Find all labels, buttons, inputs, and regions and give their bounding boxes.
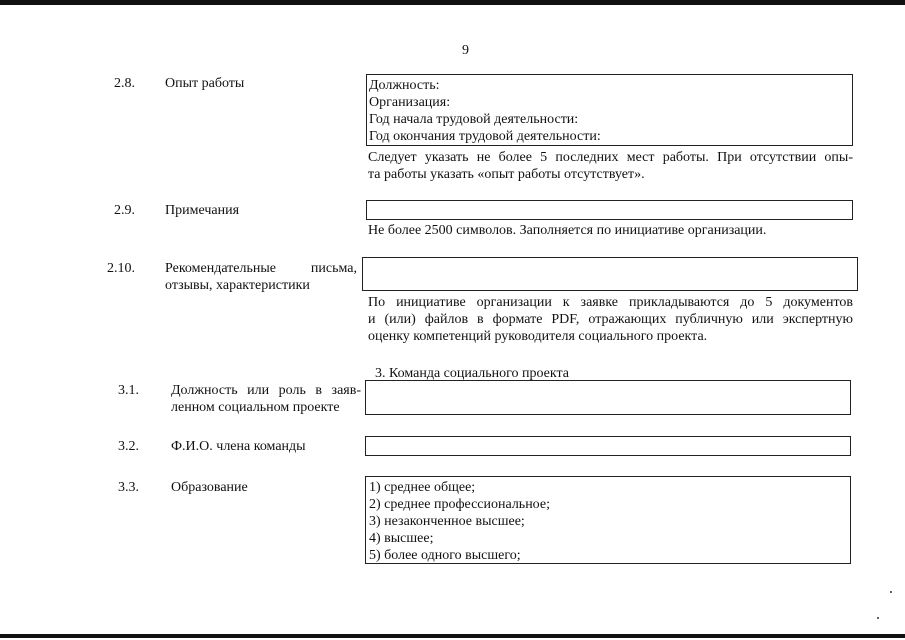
- page-number: 9: [462, 43, 469, 58]
- education-option: 2) среднее профессиональное;: [369, 497, 550, 512]
- s32-number: 3.2.: [118, 439, 139, 454]
- s28-number: 2.8.: [114, 76, 135, 91]
- scan-speck: [890, 591, 892, 593]
- bottom-rule: [0, 634, 905, 638]
- section3-heading: 3. Команда социального проекта: [375, 366, 569, 381]
- s28-label: Опыт работы: [165, 76, 245, 91]
- field-position: Должность:: [369, 78, 440, 93]
- s210-note: По инициативе организации к заявке прикладываются до 5 документов и (или) файлов в формате PDF, отражающих публичную или экспертную оценку компетенций руководителя социального проекта.: [368, 295, 853, 344]
- top-rule: [0, 0, 905, 5]
- education-option: 1) среднее общее;: [369, 480, 476, 495]
- s31-label: Должность или роль в заяв- ленном социальном проекте: [171, 383, 361, 415]
- field-organization: Организация:: [369, 95, 451, 110]
- field-start-year: Год начала трудовой деятельности:: [369, 112, 579, 127]
- s210-number: 2.10.: [107, 261, 135, 276]
- s28-note: Следует указать не более 5 последних мест работы. При отсутствии опы- та работы указать «опыт работы отсутствует».: [368, 150, 853, 182]
- recommendation-letters-input[interactable]: [362, 257, 858, 291]
- notes-input[interactable]: [366, 200, 853, 220]
- field-end-year: Год окончания трудовой деятельности:: [369, 129, 601, 144]
- s33-label: Образование: [171, 480, 248, 495]
- s210-label: Рекомендательные письма, отзывы, характеристики: [165, 261, 357, 293]
- education-option: 3) незаконченное высшее;: [369, 514, 525, 529]
- s31-number: 3.1.: [118, 383, 139, 398]
- education-option: 4) высшее;: [369, 531, 434, 546]
- team-role-input[interactable]: [365, 380, 851, 415]
- education-field[interactable]: [365, 476, 851, 564]
- work-experience-field[interactable]: [366, 74, 853, 146]
- s33-number: 3.3.: [118, 480, 139, 495]
- s29-note: Не более 2500 символов. Заполняется по инициативе организации.: [368, 223, 767, 238]
- scan-speck: [877, 617, 879, 619]
- s32-label: Ф.И.О. члена команды: [171, 439, 306, 454]
- s29-number: 2.9.: [114, 203, 135, 218]
- team-member-name-input[interactable]: [365, 436, 851, 456]
- s29-label: Примечания: [165, 203, 240, 218]
- education-option: 5) более одного высшего;: [369, 548, 521, 563]
